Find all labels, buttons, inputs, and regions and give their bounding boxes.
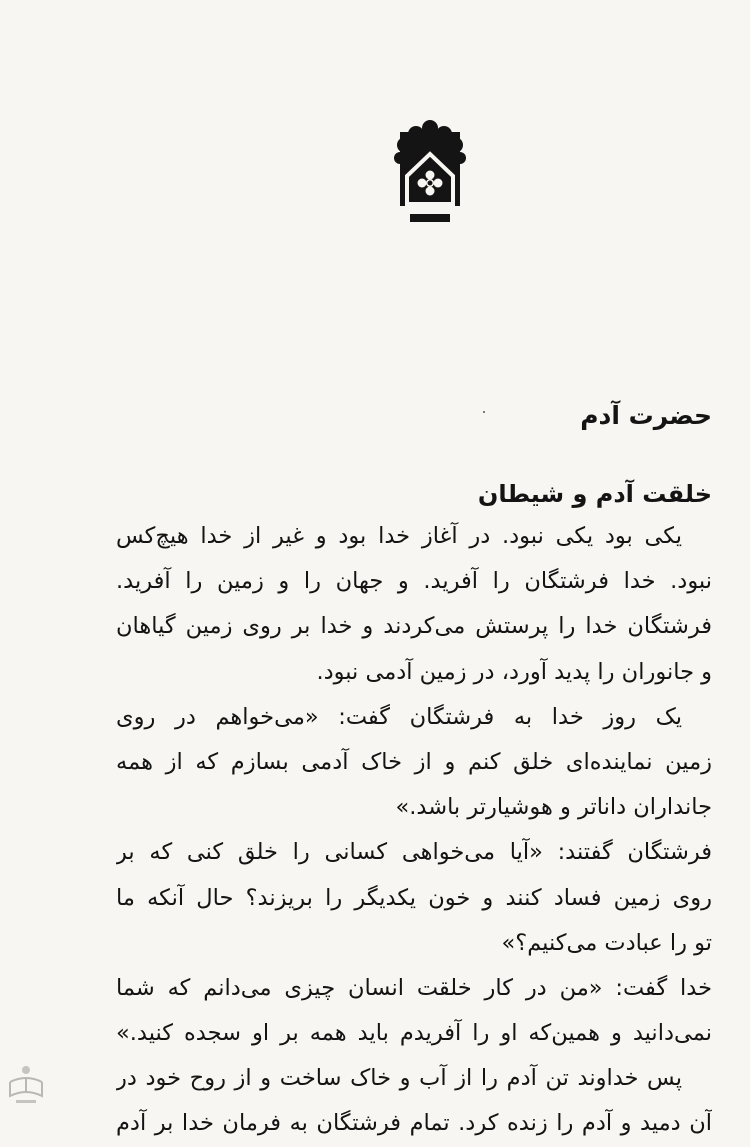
text-line: پس خداوند تن آدم را از آب و خاک ساخت و از روح خود در	[116, 1065, 682, 1092]
paper-speck	[483, 411, 485, 413]
text-line: آن دمید و آدم را زنده کرد. تمام فرشتگان به فرمان خدا بر آدم	[116, 1110, 712, 1137]
section-title: خلقت آدم و شیطان	[477, 480, 712, 508]
paragraph	[116, 1056, 712, 1146]
text-line: جانداران داناتر و هوشیارتر باشد.»	[395, 794, 712, 821]
paragraph	[116, 695, 712, 831]
paragraph	[116, 966, 712, 1056]
text-line: فرشتگان گفتند: «آیا می‌خواهی کسانی را خلق کنی که بر	[116, 839, 712, 866]
paragraph	[116, 514, 712, 695]
text-line: خدا گفت: «من در کار خلقت انسان چیزی می‌دانم که شما	[116, 974, 712, 1001]
text-line: روی زمین فساد کنند و خون یکدیگر را بریزند؟ حال آنکه ما	[116, 884, 712, 911]
text-line: زمین نماینده‌ای خلق کنم و از خاک آدمی بسازم که از همه	[116, 748, 712, 775]
body-text	[116, 514, 712, 1147]
text-line: یک روز خدا به فرشتگان گفت: «می‌خواهم در روی	[116, 703, 682, 730]
text-line: نمی‌دانید و همین‌که او را آفریدم باید همه بر او سجده کنید.»	[116, 1020, 712, 1047]
house-arch-ornament-icon	[394, 118, 466, 226]
paragraph	[116, 830, 712, 966]
text-line: نبود. خدا فرشتگان را آفرید. و جهان را و زمین را آفرید.	[116, 568, 712, 595]
text-line: تو را عبادت می‌کنیم؟»	[501, 929, 712, 956]
publisher-book-logo-icon	[4, 1060, 48, 1110]
text-line: یکی بود یکی نبود. در آغاز خدا بود و غیر از خدا هیچ‌کس	[116, 523, 682, 549]
chapter-title: حضرت آدم	[580, 401, 712, 430]
text-line: و جانوران را پدید آورد، در زمین آدمی نبود.	[316, 658, 712, 685]
text-line: فرشتگان خدا را پرستش می‌کردند و خدا بر روی زمین گیاهان	[116, 613, 712, 640]
